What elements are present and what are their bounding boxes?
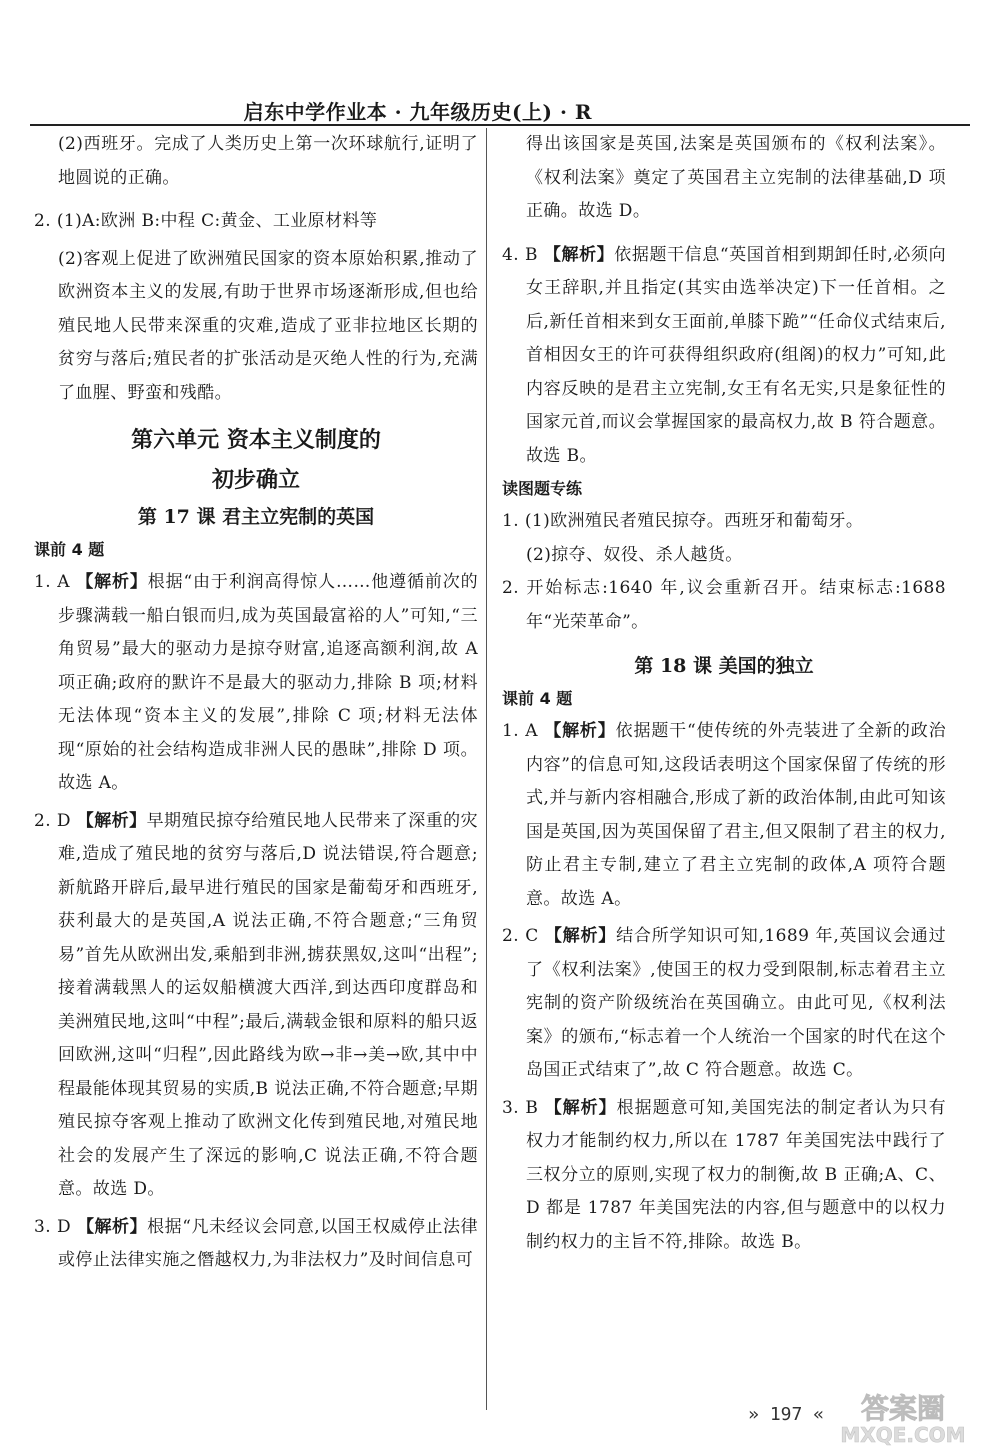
section-heading: 读图题专练: [502, 479, 583, 498]
section-heading: 课前 4 题: [502, 689, 573, 708]
answer-text: (2)西班牙。完成了人类历史上第一次环球航行,证明了地圆说的正确。: [58, 134, 478, 188]
header-rule: [30, 124, 970, 126]
analysis-tag: 【解析】: [543, 244, 615, 265]
answer-key: 1. A: [34, 572, 70, 592]
analysis-tag: 【解析】: [76, 810, 147, 831]
analysis-tag: 【解析】: [76, 572, 148, 592]
section-heading: 课前 4 题: [34, 540, 105, 559]
answer-key: 4. B: [502, 244, 538, 265]
analysis-text: 依据题干“使传统的外壳装进了全新的政治内容”的信息可知,这段话表明这个国家保留了传统的形式,并与新内容相融合,形成了新的政治体制,由此可知该国是英国,因为英国保留了君主,但又限制了君主的权力,防止君主专制,建立了君主立宪制的政体,A 项符合题意。故选 A。: [526, 721, 946, 909]
lesson-title: 第 18 课 美国的独立: [634, 655, 814, 677]
analysis-text: 根据“由于利润高得惊人……他遵循前次的步骤满载一船白银而归,成为英国最富裕的人”可知,“三角贸易”最大的驱动力是掠夺财富,追逐高额利润,故 A 项正确;政府的默许不是最大的驱动力,排除 B 项;材料无法体现“资本主义的发展”,排除 C 项;材料无法体现“原始的社会结构造成非洲人民的愚昧”,排除 D 项。故选 A。: [58, 572, 478, 793]
analysis-text: 早期殖民掠夺给殖民地人民带来了深重的灾难,造成了殖民地的贫穷与落后,D 说法错误,符合题意;新航路开辟后,最早进行殖民的国家是葡萄牙和西班牙,获利最大的是英国,A 说法正确,不符合题意;“三角贸易”首先从欧洲出发,乘船到非洲,掳获黑奴,这叫“出程”;接着满载黑人的运奴船横渡大西洋,到达西印度群岛和美洲殖民地,这叫“中程”;最后,满载金银和原料的船只返回欧洲,这叫“归程”,因此路线为欧→非→美→欧,其中中程最能体现其贸易的实质,B 说法正确,不符合题意;早期殖民掠夺客观上推动了欧洲文化传到殖民地,对殖民地社会的发展产生了深远的影响,C 说法正确,不符合题意。故选 D。: [58, 810, 478, 1199]
answer-item-2: [34, 805, 478, 1207]
answer-item-3: [502, 1092, 946, 1260]
answer-item-2: 2. 开始标志:1640 年,议会重新召开。结束标志:1688 年“光荣革命”。: [502, 578, 946, 632]
analysis-tag: 【解析】: [544, 926, 617, 946]
watermark-logo: [828, 1388, 978, 1446]
page-header: [30, 96, 970, 126]
answer-item-1: 1. (1)欧洲殖民者殖民掠夺。西班牙和葡萄牙。: [502, 511, 864, 531]
lesson-title: 第 17 课 君主立宪制的英国: [137, 506, 375, 528]
analysis-tag: 【解析】: [76, 1216, 148, 1237]
answer-item-2: [502, 920, 946, 1088]
answer-key: 2. D: [34, 810, 71, 831]
analysis-tag: 【解析】: [544, 1097, 617, 1118]
answer-key: 3. B: [502, 1097, 539, 1118]
answer-key: 3. D: [34, 1216, 71, 1237]
answer-key: 1. A: [502, 721, 538, 741]
left-column: [34, 128, 478, 1408]
answer-text: (2)客观上促进了欧洲殖民国家的资本原始积累,推动了欧洲资本主义的发展,有助于世界市场逐渐形成,但也给殖民地人民带来深重的灾难,造成了亚非拉地区长期的贫穷与落后;殖民者的扩张活动是灭绝人性的行为,充满了血腥、野蛮和残酷。: [58, 248, 478, 403]
answer-item-4: [502, 239, 946, 474]
answer-item-1: [34, 566, 478, 801]
page-header-title: 启东中学作业本 · 九年级历史(上) · R: [243, 100, 592, 124]
analysis-text: 根据“凡未经议会同意,以国王权威停止法律或停止法律实施之僭越权力,为非法权力”及时间信息可: [58, 1216, 478, 1270]
page-number: » 197 «: [748, 1404, 824, 1425]
analysis-text: 结合所学知识可知,1689 年,英国议会通过了《权利法案》,使国王的权力受到限制,标志着君主立宪制的资产阶级统治在英国确立。由此可见,《权利法案》的颁布,“标志着一个人统治一个国家的时代在这个岛国正式结束了”,故 C 符合题意。故选 C。: [526, 926, 946, 1080]
column-divider: [486, 128, 487, 1410]
watermark-top-text: 答案圈: [860, 1392, 946, 1425]
unit-title-cont: 初步确立: [211, 467, 300, 493]
answer-key: 2. C: [502, 926, 539, 946]
answer-text: 得出该国家是英国,法案是英国颁布的《权利法案》。《权利法案》奠定了英国君主立宪制的法律基础,D 项正确。故选 D。: [526, 134, 946, 221]
answer-item-2: 2. (1)A:欧洲 B:中程 C:黄金、工业原材料等: [34, 211, 378, 231]
answer-item-1: [502, 715, 946, 916]
watermark-bottom-text: MXQE.COM: [840, 1423, 966, 1446]
analysis-text: 依据题干信息“英国首相到期卸任时,必须向女王辞职,并且指定(其实由选举决定)下一任首相。之后,新任首相来到女王面前,单膝下跪”“任命仪式结束后,首相因女王的许可获得组织政府(组阁)的权力”可知,此内容反映的是君主立宪制,女王有名无实,只是象征性的国家元首,而议会掌握国家的最高权力,故 B 符合题意。故选 B。: [526, 244, 946, 466]
analysis-text: 根据题意可知,美国宪法的制定者认为只有权力才能制约权力,所以在 1787 年美国宪法中践行了三权分立的原则,实现了权力的制衡,故 B 正确;A、C、D 都是 1787 年美国宪法的内容,但与题意中的以权力制约权力的主旨不符,排除。故选 B。: [526, 1097, 946, 1252]
answer-text: (2)掠夺、奴役、杀人越货。: [526, 544, 743, 565]
right-column: [502, 128, 946, 1408]
answer-item-3: [34, 1211, 478, 1278]
unit-title: 第六单元 资本主义制度的: [131, 427, 381, 453]
analysis-tag: 【解析】: [544, 721, 616, 741]
